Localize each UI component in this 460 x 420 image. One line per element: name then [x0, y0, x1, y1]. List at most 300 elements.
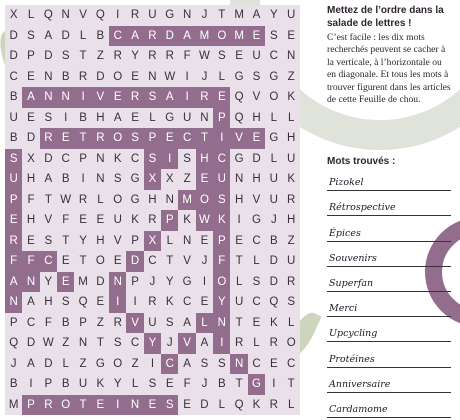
grid-cell[interactable]: K [287, 173, 295, 186]
grid-cell[interactable]: E [252, 316, 261, 329]
found-word-row[interactable] [327, 292, 451, 317]
grid-cell[interactable]: B [61, 316, 70, 329]
grid-cell[interactable]: N [109, 272, 126, 293]
grid-cell[interactable]: U [252, 50, 261, 63]
grid-cell[interactable]: E [235, 234, 243, 247]
grid-cell[interactable]: L [253, 337, 260, 350]
grid-cell[interactable]: G [165, 111, 175, 124]
grid-cell[interactable]: V [79, 9, 87, 22]
grid-cell[interactable]: I [74, 87, 91, 108]
grid-cell[interactable]: B [217, 378, 226, 391]
grid-cell[interactable]: S [144, 87, 161, 108]
grid-cell[interactable]: J [270, 214, 277, 227]
grid-cell[interactable]: N [287, 50, 296, 63]
grid-cell[interactable]: T [74, 395, 91, 416]
grid-cell[interactable]: N [44, 70, 53, 83]
grid-cell[interactable]: L [253, 255, 260, 268]
grid-cell[interactable]: U [5, 169, 22, 190]
grid-cell[interactable]: C [109, 26, 126, 47]
grid-cell[interactable]: I [133, 296, 137, 309]
grid-cell[interactable]: C [252, 357, 261, 370]
grid-cell[interactable]: U [9, 111, 18, 124]
grid-cell[interactable]: E [131, 70, 139, 83]
grid-cell[interactable]: N [200, 111, 209, 124]
grid-cell[interactable]: B [9, 91, 18, 104]
grid-cell[interactable]: C [9, 70, 18, 83]
grid-cell[interactable]: S [44, 234, 53, 247]
grid-cell[interactable]: T [166, 255, 174, 268]
grid-cell[interactable]: K [252, 398, 261, 411]
grid-cell[interactable]: N [57, 87, 74, 108]
grid-cell[interactable]: A [22, 87, 39, 108]
grid-cell[interactable]: E [27, 234, 35, 247]
grid-cell[interactable]: A [183, 316, 191, 329]
grid-cell[interactable]: H [196, 149, 213, 170]
grid-cell[interactable]: L [149, 111, 156, 124]
grid-cell[interactable]: H [44, 296, 53, 309]
grid-cell[interactable]: Y [79, 234, 87, 247]
grid-cell[interactable]: R [78, 193, 88, 206]
grid-cell[interactable]: G [130, 173, 140, 186]
grid-cell[interactable]: A [27, 296, 35, 309]
grid-cell[interactable]: I [178, 87, 195, 108]
grid-cell[interactable]: E [213, 87, 230, 108]
grid-cell[interactable]: Q [269, 296, 279, 309]
grid-cell[interactable]: J [10, 357, 17, 370]
grid-cell[interactable]: E [57, 272, 74, 293]
grid-cell[interactable]: E [144, 395, 161, 416]
grid-cell[interactable]: D [161, 26, 178, 47]
grid-cell[interactable]: K [213, 210, 230, 231]
grid-cell[interactable]: R [165, 50, 174, 63]
grid-cell[interactable]: N [78, 337, 88, 350]
grid-cell[interactable]: F [44, 316, 52, 329]
grid-cell[interactable]: M [178, 190, 195, 211]
grid-cell[interactable]: G [130, 193, 140, 206]
grid-cell[interactable]: Q [234, 398, 244, 411]
grid-cell[interactable]: Z [131, 357, 139, 370]
grid-cell[interactable]: R [287, 193, 296, 206]
grid-cell[interactable]: A [200, 337, 209, 350]
grid-cell[interactable]: A [27, 357, 35, 370]
grid-cell[interactable]: S [165, 316, 174, 329]
grid-cell[interactable]: G [95, 357, 105, 370]
grid-cell[interactable]: D [44, 50, 53, 63]
grid-cell[interactable]: D [26, 132, 36, 145]
grid-cell[interactable]: I [202, 275, 207, 288]
grid-cell[interactable]: S [148, 378, 157, 391]
grid-cell[interactable]: S [252, 70, 261, 83]
grid-cell[interactable]: L [270, 152, 278, 165]
grid-cell[interactable]: Y [113, 378, 122, 391]
grid-cell[interactable]: H [287, 214, 296, 227]
grid-cell[interactable]: E [287, 29, 295, 42]
grid-cell[interactable]: C [269, 50, 278, 63]
grid-cell[interactable]: D [269, 255, 278, 268]
grid-cell[interactable]: N [148, 70, 157, 83]
grid-cell[interactable]: F [5, 251, 22, 272]
grid-cell[interactable]: A [113, 111, 122, 124]
found-word-row[interactable] [327, 393, 451, 418]
found-word-row[interactable] [327, 166, 451, 191]
found-word-row[interactable] [327, 191, 451, 216]
grid-cell[interactable]: P [22, 395, 39, 416]
grid-cell[interactable]: J [149, 275, 156, 288]
grid-cell[interactable]: L [287, 111, 295, 124]
grid-cell[interactable]: P [213, 231, 230, 252]
grid-cell[interactable]: N [96, 173, 105, 186]
grid-cell[interactable]: Y [165, 275, 174, 288]
grid-cell[interactable]: H [234, 193, 244, 206]
grid-cell[interactable]: G [269, 70, 279, 83]
grid-cell[interactable]: R [78, 70, 88, 83]
grid-cell[interactable]: N [230, 354, 247, 375]
grid-cell[interactable]: V [126, 313, 143, 334]
grid-cell[interactable]: C [61, 152, 70, 165]
grid-cell[interactable]: J [201, 378, 208, 391]
grid-cell[interactable]: Y [269, 9, 278, 22]
grid-cell[interactable]: C [40, 251, 57, 272]
grid-cell[interactable]: L [287, 398, 295, 411]
grid-cell[interactable]: B [61, 70, 70, 83]
grid-cell[interactable]: T [74, 128, 91, 149]
grid-cell[interactable]: E [183, 398, 191, 411]
grid-cell[interactable]: K [183, 214, 191, 227]
grid-cell[interactable]: R [148, 50, 157, 63]
grid-cell[interactable]: K [165, 296, 174, 309]
grid-cell[interactable]: S [252, 275, 261, 288]
grid-cell[interactable]: C [252, 296, 261, 309]
grid-cell[interactable]: I [109, 395, 126, 416]
grid-cell[interactable]: F [62, 214, 70, 227]
grid-cell[interactable]: F [22, 251, 39, 272]
grid-cell[interactable]: C [178, 128, 195, 149]
grid-cell[interactable]: U [148, 9, 157, 22]
grid-cell[interactable]: J [201, 9, 208, 22]
grid-cell[interactable]: T [235, 255, 243, 268]
grid-cell[interactable]: E [248, 26, 265, 47]
grid-cell[interactable]: U [269, 193, 278, 206]
grid-cell[interactable]: W [199, 50, 210, 63]
grid-cell[interactable]: E [196, 169, 213, 190]
grid-cell[interactable]: N [182, 234, 192, 247]
grid-cell[interactable]: V [252, 193, 261, 206]
grid-cell[interactable]: Q [234, 91, 244, 104]
grid-cell[interactable]: D [269, 275, 278, 288]
grid-cell[interactable]: U [269, 173, 278, 186]
grid-cell[interactable]: R [144, 26, 161, 47]
grid-cell[interactable]: Y [144, 333, 161, 354]
grid-cell[interactable]: R [269, 337, 278, 350]
grid-cell[interactable]: Q [234, 111, 244, 124]
grid-cell[interactable]: E [96, 214, 105, 227]
grid-cell[interactable]: N [234, 173, 244, 186]
grid-cell[interactable]: A [44, 173, 53, 186]
grid-cell[interactable]: N [5, 292, 22, 313]
grid-cell[interactable]: V [44, 214, 53, 227]
grid-cell[interactable]: R [287, 275, 296, 288]
grid-cell[interactable]: N [22, 272, 39, 293]
grid-cell[interactable]: I [64, 111, 68, 124]
grid-cell[interactable]: T [235, 378, 243, 391]
grid-cell[interactable]: L [27, 9, 35, 22]
grid-cell[interactable]: A [44, 29, 53, 42]
grid-cell[interactable]: O [113, 357, 123, 370]
grid-cell[interactable]: M [78, 275, 88, 288]
grid-cell[interactable]: C [252, 234, 261, 247]
grid-cell[interactable]: O [196, 190, 213, 211]
grid-cell[interactable]: U [182, 111, 192, 124]
grid-cell[interactable]: W [60, 193, 72, 206]
grid-cell[interactable]: O [113, 193, 123, 206]
grid-cell[interactable]: P [27, 50, 35, 63]
grid-cell[interactable]: T [287, 378, 295, 391]
grid-cell[interactable]: D [200, 398, 209, 411]
grid-cell[interactable]: S [61, 50, 70, 63]
grid-cell[interactable]: I [272, 378, 276, 391]
grid-cell[interactable]: R [148, 296, 157, 309]
grid-cell[interactable]: I [161, 149, 178, 170]
grid-cell[interactable]: R [234, 337, 244, 350]
grid-cell[interactable]: S [113, 173, 122, 186]
grid-cell[interactable]: S [287, 296, 295, 309]
grid-cell[interactable]: V [178, 333, 195, 354]
grid-cell[interactable]: N [182, 9, 192, 22]
grid-cell[interactable]: D [96, 275, 105, 288]
grid-cell[interactable]: R [113, 316, 122, 329]
grid-cell[interactable]: R [40, 395, 57, 416]
grid-cell[interactable]: U [113, 214, 122, 227]
grid-cell[interactable]: K [113, 152, 122, 165]
grid-cell[interactable]: E [161, 128, 178, 149]
grid-cell[interactable]: O [95, 255, 105, 268]
grid-cell[interactable]: D [44, 357, 53, 370]
found-word-row[interactable] [327, 267, 451, 292]
found-word-row[interactable] [327, 342, 451, 367]
grid-cell[interactable]: P [44, 378, 53, 391]
grid-cell[interactable]: K [269, 316, 278, 329]
grid-cell[interactable]: R [126, 87, 143, 108]
grid-cell[interactable]: S [144, 149, 161, 170]
grid-cell[interactable]: A [5, 272, 22, 293]
grid-cell[interactable]: H [287, 132, 296, 145]
grid-cell[interactable]: R [130, 9, 140, 22]
grid-cell[interactable]: I [185, 70, 189, 83]
grid-cell[interactable]: E [79, 214, 87, 227]
grid-cell[interactable]: A [161, 87, 178, 108]
grid-cell[interactable]: P [79, 152, 87, 165]
grid-cell[interactable]: C [130, 152, 140, 165]
grid-cell[interactable]: E [269, 357, 278, 370]
grid-cell[interactable]: G [234, 70, 244, 83]
grid-cell[interactable]: D [126, 251, 143, 272]
grid-cell[interactable]: E [92, 395, 109, 416]
grid-cell[interactable]: V [230, 128, 247, 149]
grid-cell[interactable]: E [200, 296, 209, 309]
grid-cell[interactable]: E [27, 111, 35, 124]
grid-cell[interactable]: W [164, 70, 176, 83]
grid-cell[interactable]: P [9, 316, 18, 329]
grid-cell[interactable]: V [113, 234, 122, 247]
grid-cell[interactable]: P [161, 210, 178, 231]
grid-cell[interactable]: M [8, 398, 19, 411]
grid-cell[interactable]: T [79, 255, 87, 268]
grid-cell[interactable]: S [217, 357, 226, 370]
grid-cell[interactable]: B [269, 234, 278, 247]
grid-cell[interactable]: G [269, 132, 279, 145]
grid-cell[interactable]: N [40, 87, 57, 108]
grid-cell[interactable]: G [252, 214, 261, 227]
grid-cell[interactable]: B [79, 111, 87, 124]
grid-cell[interactable]: I [213, 333, 230, 354]
grid-cell[interactable]: R [148, 214, 157, 227]
grid-cell[interactable]: A [183, 357, 191, 370]
grid-cell[interactable]: B [61, 173, 70, 186]
grid-cell[interactable]: C [26, 316, 36, 329]
grid-cell[interactable]: E [131, 111, 139, 124]
grid-cell[interactable]: P [144, 128, 161, 149]
grid-cell[interactable]: L [62, 357, 69, 370]
grid-cell[interactable]: L [97, 193, 104, 206]
grid-cell[interactable]: I [150, 357, 155, 370]
grid-cell[interactable]: G [165, 9, 175, 22]
grid-cell[interactable]: B [9, 132, 18, 145]
grid-cell[interactable]: H [26, 214, 36, 227]
grid-cell[interactable]: E [113, 255, 122, 268]
grid-cell[interactable]: S [217, 50, 226, 63]
grid-cell[interactable]: V [92, 87, 109, 108]
grid-cell[interactable]: M [196, 26, 213, 47]
grid-cell[interactable]: S [213, 190, 230, 211]
grid-cell[interactable]: S [44, 111, 53, 124]
grid-cell[interactable]: U [287, 9, 296, 22]
found-word-row[interactable] [327, 242, 451, 267]
grid-cell[interactable]: O [286, 337, 296, 350]
grid-cell[interactable]: V [183, 255, 191, 268]
grid-cell[interactable]: U [78, 378, 88, 391]
grid-cell[interactable]: C [161, 354, 178, 375]
grid-cell[interactable]: Y [131, 50, 139, 63]
grid-cell[interactable]: N [126, 395, 143, 416]
grid-cell[interactable]: X [144, 169, 161, 190]
grid-cell[interactable]: Z [183, 173, 191, 186]
grid-cell[interactable]: Y [44, 275, 53, 288]
grid-cell[interactable]: S [5, 149, 22, 170]
grid-cell[interactable]: S [161, 395, 178, 416]
grid-cell[interactable]: P [131, 234, 139, 247]
grid-cell[interactable]: T [196, 128, 213, 149]
grid-cell[interactable]: L [166, 234, 173, 247]
grid-cell[interactable]: O [113, 70, 123, 83]
grid-cell[interactable]: M [234, 9, 244, 22]
grid-cell[interactable]: A [178, 26, 195, 47]
grid-cell[interactable]: B [9, 378, 18, 391]
grid-cell[interactable]: E [235, 50, 243, 63]
grid-cell[interactable]: L [196, 313, 213, 334]
grid-cell[interactable]: I [237, 214, 241, 227]
grid-cell[interactable]: R [196, 87, 213, 108]
grid-cell[interactable]: B [96, 29, 105, 42]
grid-cell[interactable]: U [287, 152, 296, 165]
grid-cell[interactable]: L [235, 275, 243, 288]
grid-cell[interactable]: I [81, 173, 85, 186]
grid-cell[interactable]: O [213, 26, 230, 47]
grid-cell[interactable]: C [148, 255, 157, 268]
grid-cell[interactable]: S [200, 357, 209, 370]
grid-cell[interactable]: E [5, 210, 22, 231]
grid-cell[interactable]: Y [213, 292, 230, 313]
grid-cell[interactable]: H [96, 111, 105, 124]
grid-cell[interactable]: Q [9, 337, 19, 350]
grid-cell[interactable]: I [213, 128, 230, 149]
grid-cell[interactable]: N [213, 313, 230, 334]
grid-cell[interactable]: V [252, 91, 261, 104]
grid-cell[interactable]: U [234, 296, 244, 309]
grid-cell[interactable]: R [5, 231, 22, 252]
grid-cell[interactable]: T [235, 316, 243, 329]
grid-cell[interactable]: I [109, 292, 126, 313]
grid-cell[interactable]: H [26, 173, 36, 186]
grid-cell[interactable]: L [218, 70, 225, 83]
grid-cell[interactable]: E [27, 70, 35, 83]
grid-cell[interactable]: T [62, 234, 70, 247]
grid-cell[interactable]: M [230, 26, 247, 47]
grid-cell[interactable]: O [57, 395, 74, 416]
grid-cell[interactable]: W [196, 210, 213, 231]
grid-cell[interactable]: Z [62, 337, 70, 350]
grid-cell[interactable]: S [61, 296, 70, 309]
grid-cell[interactable]: R [40, 128, 57, 149]
grid-cell[interactable]: E [248, 128, 265, 149]
grid-cell[interactable]: R [113, 50, 122, 63]
grid-cell[interactable]: S [269, 29, 278, 42]
grid-cell[interactable]: P [79, 316, 87, 329]
grid-cell[interactable]: H [96, 234, 105, 247]
found-word-row[interactable] [327, 317, 451, 342]
grid-cell[interactable]: D [9, 29, 18, 42]
grid-cell[interactable]: S [183, 152, 191, 165]
grid-cell[interactable]: L [270, 111, 278, 124]
grid-cell[interactable]: D [61, 29, 70, 42]
grid-cell[interactable]: D [252, 152, 261, 165]
grid-cell[interactable]: W [42, 337, 54, 350]
found-word-row[interactable] [327, 368, 451, 393]
grid-cell[interactable]: C [130, 337, 140, 350]
grid-cell[interactable]: D [26, 337, 36, 350]
grid-cell[interactable]: X [27, 152, 35, 165]
grid-cell[interactable]: H [148, 193, 157, 206]
grid-cell[interactable]: Z [96, 316, 104, 329]
grid-cell[interactable]: Z [96, 50, 104, 63]
grid-cell[interactable]: K [287, 91, 295, 104]
grid-cell[interactable]: G [182, 275, 192, 288]
found-word-row[interactable] [327, 216, 451, 241]
grid-cell[interactable]: F [213, 251, 230, 272]
grid-cell[interactable]: F [27, 193, 35, 206]
grid-cell[interactable]: U [213, 169, 230, 190]
grid-cell[interactable]: E [96, 296, 105, 309]
grid-cell[interactable]: E [57, 128, 74, 149]
grid-cell[interactable]: H [252, 111, 261, 124]
grid-cell[interactable]: T [44, 193, 52, 206]
grid-cell[interactable]: I [29, 378, 33, 391]
grid-cell[interactable]: E [109, 87, 126, 108]
grid-cell[interactable]: J [201, 70, 208, 83]
grid-cell[interactable]: N [165, 193, 174, 206]
grid-cell[interactable]: Z [79, 357, 87, 370]
grid-cell[interactable]: T [79, 50, 87, 63]
grid-cell[interactable]: G [234, 152, 244, 165]
